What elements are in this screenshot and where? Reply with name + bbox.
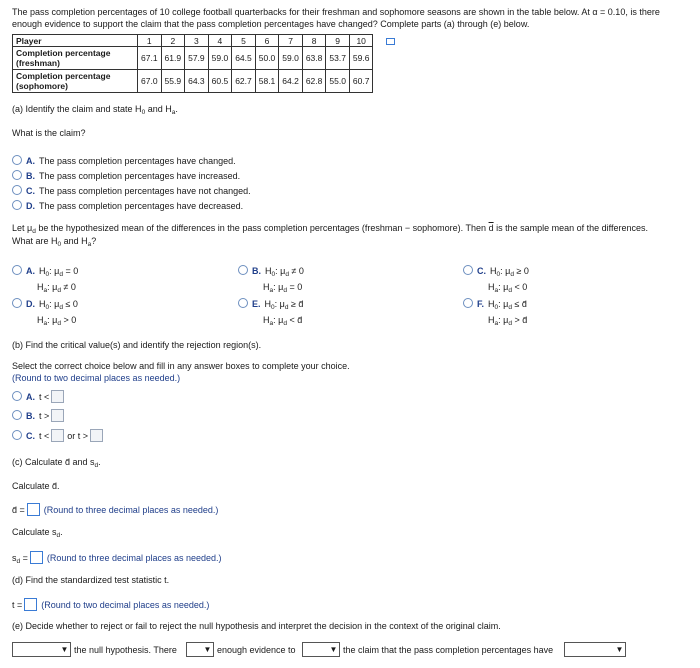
dropdown-arrow-icon: ▼ (329, 645, 338, 654)
hyp-option-f[interactable]: F. $H_0$: $\mu_d$ ≤ d̄ $H_a$: $\mu_d$ > d̄ (463, 298, 527, 330)
critical-value-upper-input[interactable] (90, 429, 103, 442)
radio-icon[interactable] (12, 410, 22, 420)
value-cell: 59.6 (349, 47, 373, 70)
critical-choice-a[interactable]: A. t < (12, 390, 64, 403)
copy-table-icon[interactable] (386, 38, 395, 45)
player-cell: 8 (302, 35, 326, 47)
dropdown-arrow-icon: ▼ (203, 645, 212, 654)
value-cell: 67.0 (138, 70, 162, 93)
value-cell: 53.7 (326, 47, 350, 70)
radio-icon[interactable] (463, 265, 473, 275)
player-cell: 2 (161, 35, 185, 47)
row-label-sophomore: Completion percentage (sophomore) (13, 70, 138, 93)
player-cell: 4 (208, 35, 232, 47)
part-b-round-note: (Round to two decimal places as needed.) (12, 373, 181, 383)
hypothesis-question: What are $H_0$ and $H_a$? (12, 236, 97, 248)
critical-value-lower-input[interactable] (51, 429, 64, 442)
table-row-freshman (13, 47, 373, 70)
player-cell: 7 (279, 35, 303, 47)
value-cell: 64.2 (279, 70, 303, 93)
value-cell: 57.9 (185, 47, 209, 70)
radio-icon[interactable] (12, 170, 22, 180)
claim-option-c[interactable]: C. The pass completion percentages have not changed. (12, 185, 251, 196)
value-cell: 61.9 (161, 47, 185, 70)
value-cell: 60.7 (349, 70, 373, 93)
player-cell: 6 (255, 35, 279, 47)
critical-choice-c[interactable]: C. t < or t > (12, 429, 103, 442)
table-header-row (13, 35, 373, 47)
radio-icon[interactable] (12, 155, 22, 165)
t-statistic-input[interactable] (24, 598, 37, 611)
conclusion-text-2: enough evidence to (217, 645, 296, 655)
dropdown-arrow-icon: ▼ (60, 645, 69, 654)
value-cell: 62.8 (302, 70, 326, 93)
radio-icon[interactable] (238, 298, 248, 308)
value-cell: 62.7 (232, 70, 256, 93)
value-cell: 63.8 (302, 47, 326, 70)
value-cell: 55.0 (326, 70, 350, 93)
dropdown-arrow-icon: ▼ (615, 645, 624, 654)
hyp-option-a[interactable]: A. $H_0$: $\mu_d = 0$ $H_a$: $\mu_d \ne 0$ (12, 265, 78, 297)
critical-choice-b[interactable]: B. t > (12, 409, 64, 422)
claim-option-d[interactable]: D. The pass completion percentages have decreased. (12, 200, 243, 211)
hyp-option-d[interactable]: D. $H_0$: $\mu_d \le 0$ $H_a$: $\mu_d > 0$ (12, 298, 78, 330)
radio-icon[interactable] (12, 265, 22, 275)
hyp-option-c[interactable]: C. $H_0$: $\mu_d \ge 0$ $H_a$: $\mu_d < 0$ (463, 265, 529, 297)
hypothesis-definition: Let $\mu_d$ be the hypothesized mean of the differences in the pass completion percentages (freshman − sophomore). Then $\overline{d}$ is the sample mean of the differences. (12, 223, 649, 235)
part-d-prompt: (d) Find the standardized test statistic t. (12, 575, 170, 585)
value-cell: 60.5 (208, 70, 232, 93)
table-header-label: Player (13, 35, 138, 47)
value-cell: 67.1 (138, 47, 162, 70)
part-b-instruction: Select the correct choice below and fill in any answer boxes to complete your choice. (12, 361, 350, 371)
table-row-sophomore (13, 70, 373, 93)
change-dropdown[interactable] (564, 642, 626, 657)
data-table (12, 34, 373, 93)
conclusion-text-1: the null hypothesis. There (74, 645, 177, 655)
critical-value-input[interactable] (51, 409, 64, 422)
radio-icon[interactable] (12, 200, 22, 210)
claim-option-b[interactable]: B. The pass completion percentages have increased. (12, 170, 240, 181)
calc-d-label: Calculate d̄. (12, 481, 60, 491)
player-cell: 10 (349, 35, 373, 47)
claim-question: What is the claim? (12, 128, 86, 138)
hyp-option-e[interactable]: E. $H_0$: $\mu_d$ ≥ d̄ $H_a$: $\mu_d$ < d̄ (238, 298, 303, 330)
player-cell: 1 (138, 35, 162, 47)
sd-row: $s_d$ = (Round to three decimal places as needed.) (12, 553, 222, 565)
value-cell: 50.0 (255, 47, 279, 70)
row-label-freshman: Completion percentage (freshman) (13, 47, 138, 70)
claim-option-a[interactable]: A. The pass completion percentages have changed. (12, 155, 236, 166)
critical-value-input[interactable] (51, 390, 64, 403)
radio-icon[interactable] (12, 298, 22, 308)
evidence-dropdown[interactable] (186, 642, 214, 657)
value-cell: 64.5 (232, 47, 256, 70)
d-bar-input[interactable] (27, 503, 40, 516)
value-cell: 64.3 (185, 70, 209, 93)
part-e-prompt: (e) Decide whether to reject or fail to reject the null hypothesis and interpret the decision in the context of the original claim. (12, 621, 501, 631)
part-b-prompt: (b) Find the critical value(s) and identify the rejection region(s). (12, 340, 262, 350)
support-dropdown[interactable] (302, 642, 340, 657)
radio-icon[interactable] (12, 430, 22, 440)
value-cell: 59.0 (279, 47, 303, 70)
player-cell: 5 (232, 35, 256, 47)
problem-intro: The pass completion percentages of 10 college football quarterbacks for their freshman and sophomore seasons are shown in the table below. At α = 0.10, is there enough evidence to support the claim that the pass completion percentages have changed? Complete parts (a) through (e) below. (12, 7, 660, 29)
value-cell: 58.1 (255, 70, 279, 93)
radio-icon[interactable] (12, 185, 22, 195)
part-a-prompt: (a) Identify the claim and state $H_0$ and $H_a$. (12, 104, 178, 116)
player-cell: 9 (326, 35, 350, 47)
radio-icon[interactable] (238, 265, 248, 275)
decision-dropdown[interactable] (12, 642, 71, 657)
hyp-option-b[interactable]: B. $H_0$: $\mu_d \ne 0$ $H_a$: $\mu_d = 0$ (238, 265, 304, 297)
radio-icon[interactable] (12, 391, 22, 401)
value-cell: 59.0 (208, 47, 232, 70)
player-cell: 3 (185, 35, 209, 47)
part-c-prompt: (c) Calculate d̄ and $s_d$. (12, 457, 101, 469)
calc-sd-label: Calculate $s_d$. (12, 527, 63, 539)
conclusion-text-3: the claim that the pass completion percentages have (343, 645, 554, 655)
value-cell: 55.9 (161, 70, 185, 93)
radio-icon[interactable] (463, 298, 473, 308)
d-bar-row: d̄ = (Round to three decimal places as needed.) (12, 505, 219, 515)
t-row: t = (Round to two decimal places as needed.) (12, 600, 210, 610)
sd-input[interactable] (30, 551, 43, 564)
